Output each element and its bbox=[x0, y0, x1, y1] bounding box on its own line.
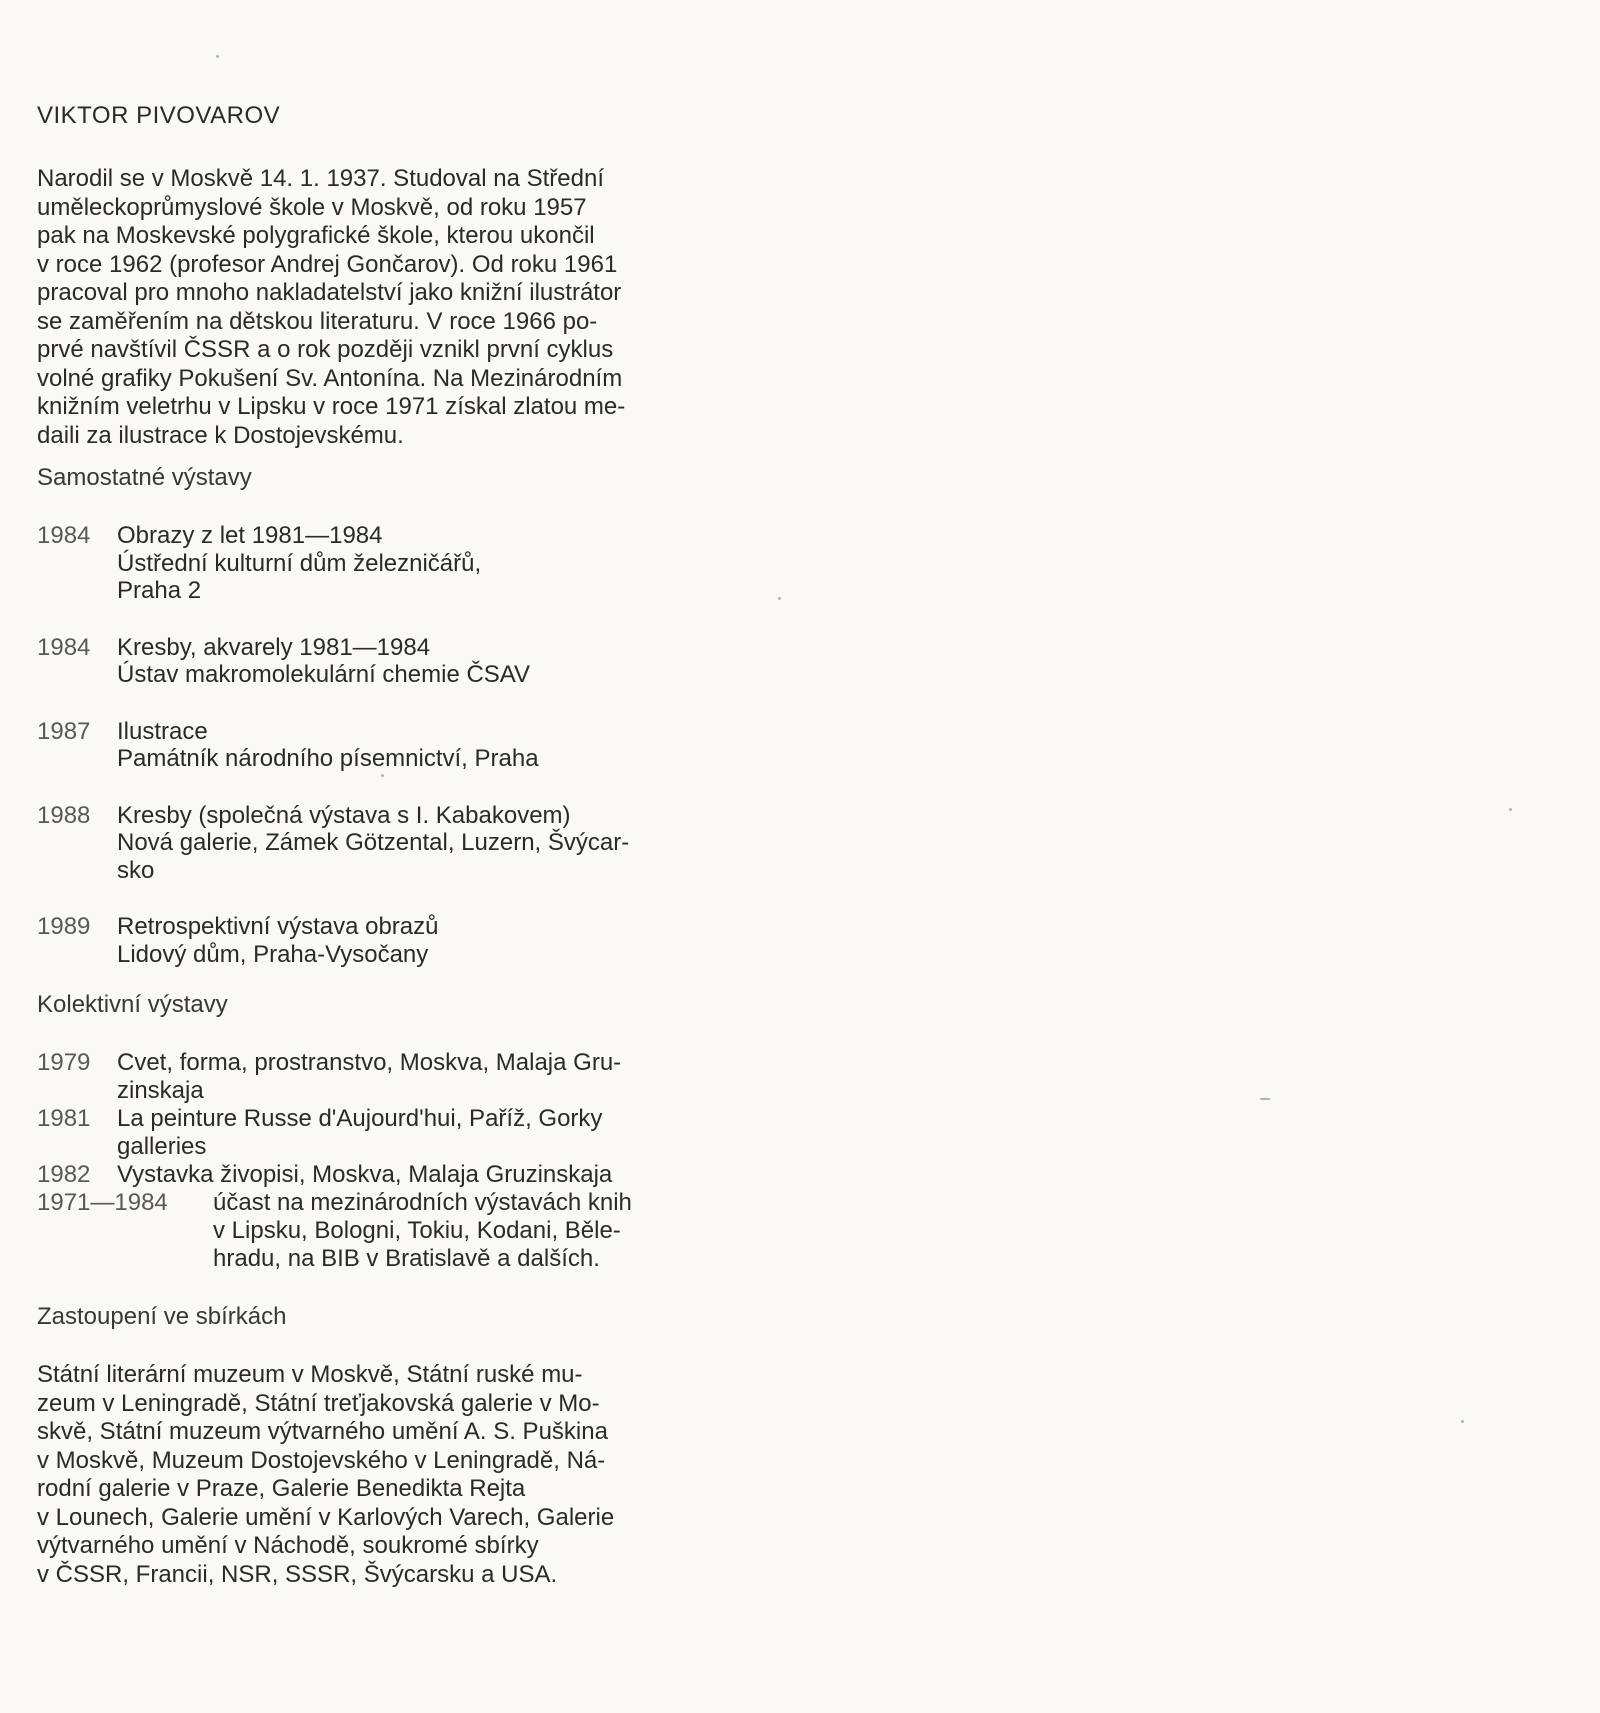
exhibition-line: Ilustrace bbox=[117, 717, 208, 745]
exhibition-line: sko bbox=[117, 856, 155, 884]
solo-exhibition-item bbox=[37, 802, 667, 885]
exhibition-year: 1989 bbox=[37, 913, 91, 940]
exhibition-line: Nová galerie, Zámek Götzental, Luzern, Švýcar- bbox=[117, 829, 630, 856]
exhibition-line: Ústřední kulturní dům železničářů, bbox=[117, 549, 482, 577]
biography-paragraph: Narodil se v Moskvě 14. 1. 1937. Studoval na Střední uměleckoprůmyslové škole v Moskvě, od roku 1957 pak na Moskevské polygrafické škole, kterou ukončil v roce 1962 (profesor Andrej Gončarov). Od roku 1961 pracoval pro mnoho nakladatelství jako knižní ilustrátor se zaměřením na dětskou literaturu. V roce 1966 po- prvé navštívil ČSSR a o rok později vznikl první cyklus volné grafiky Pokušení Sv. Antonína. Na Mezinárodním knižním veletrhu v Lipsku v roce 1971 získal zlatou me- daili za ilustrace k Dostojevskému. bbox=[37, 165, 626, 449]
paper-speck bbox=[778, 597, 781, 600]
exhibition-line: Památník národního písemnictví, Praha bbox=[117, 745, 539, 772]
exhibition-line: účast na mezinárodních výstavách knih bbox=[213, 1189, 632, 1216]
exhibition-line: La peinture Russe d'Aujourd'hui, Paříž, Gorky bbox=[117, 1105, 603, 1132]
group-exhibitions-heading: Kolektivní výstavy bbox=[37, 991, 228, 1018]
exhibition-line: Vystavka živopisi, Moskva, Malaja Gruzinskaja bbox=[117, 1161, 613, 1188]
exhibition-line: Obrazy z let 1981—1984 bbox=[117, 522, 383, 549]
paper-speck bbox=[381, 774, 384, 777]
group-exhibition-item bbox=[37, 1189, 667, 1273]
exhibition-line: Cvet, forma, prostranstvo, Moskva, Malaja Gru- bbox=[117, 1049, 622, 1076]
group-exhibition-item bbox=[37, 1161, 667, 1189]
exhibition-line: hradu, na BIB v Bratislavě a dalších. bbox=[213, 1245, 600, 1272]
paper-speck bbox=[1509, 808, 1512, 811]
collections-heading: Zastoupení ve sbírkách bbox=[37, 1303, 287, 1330]
solo-exhibition-item bbox=[37, 718, 667, 773]
exhibition-year: 1984 bbox=[37, 522, 91, 549]
exhibition-line: Retrospektivní výstava obrazů bbox=[117, 913, 439, 940]
solo-exhibitions-heading: Samostatné výstavy bbox=[37, 464, 252, 491]
exhibition-line: Kresby, akvarely 1981—1984 bbox=[117, 633, 431, 661]
exhibition-line: Lidový dům, Praha-Vysočany bbox=[117, 940, 429, 968]
exhibition-year: 1971—1984 bbox=[37, 1189, 168, 1216]
paper-speck bbox=[216, 55, 219, 58]
exhibition-year: 1987 bbox=[37, 717, 91, 745]
artist-name-heading: VIKTOR PIVOVAROV bbox=[37, 102, 281, 129]
exhibition-line: galleries bbox=[117, 1133, 207, 1160]
exhibition-line: Kresby (společná výstava s I. Kabakovem) bbox=[117, 801, 571, 829]
group-exhibition-item bbox=[37, 1049, 667, 1105]
solo-exhibitions-list bbox=[37, 522, 667, 968]
exhibition-line: zinskaja bbox=[117, 1077, 204, 1104]
exhibition-year: 1984 bbox=[37, 633, 91, 661]
exhibition-line: Ústav makromolekulární chemie ČSAV bbox=[117, 661, 531, 688]
exhibition-line: Praha 2 bbox=[117, 577, 202, 604]
paper-speck bbox=[1461, 1420, 1464, 1423]
text-column bbox=[37, 90, 667, 1589]
collections-paragraph: Státní literární muzeum v Moskvě, Státní ruské mu- zeum v Leningradě, Státní treťjakovská galerie v Mo- skvě, Státní muzeum výtvarného umění A. S. Puškina v Moskvě, Muzeum Dostojevského v Leningradě, Ná- rodní galerie v Praze, Galerie Benedikta Rejta v Lounech, Galerie umění v Karlových Varech, Galerie výtvarného umění v Náchodě, soukromé sbírky v ČSSR, Francii, NSR, SSSR, Švýcarsku a USA. bbox=[37, 1361, 615, 1588]
exhibition-year: 1981 bbox=[37, 1105, 91, 1132]
exhibition-year: 1979 bbox=[37, 1049, 91, 1076]
paper-speck bbox=[1260, 1098, 1270, 1100]
group-exhibitions-list bbox=[37, 1049, 667, 1273]
exhibition-line: v Lipsku, Bologni, Tokiu, Kodani, Běle- bbox=[213, 1217, 621, 1244]
solo-exhibition-item bbox=[37, 913, 667, 968]
solo-exhibition-item bbox=[37, 634, 667, 689]
group-exhibition-item bbox=[37, 1105, 667, 1161]
exhibition-year: 1988 bbox=[37, 801, 91, 829]
exhibition-year: 1982 bbox=[37, 1161, 91, 1188]
solo-exhibition-item bbox=[37, 522, 667, 605]
